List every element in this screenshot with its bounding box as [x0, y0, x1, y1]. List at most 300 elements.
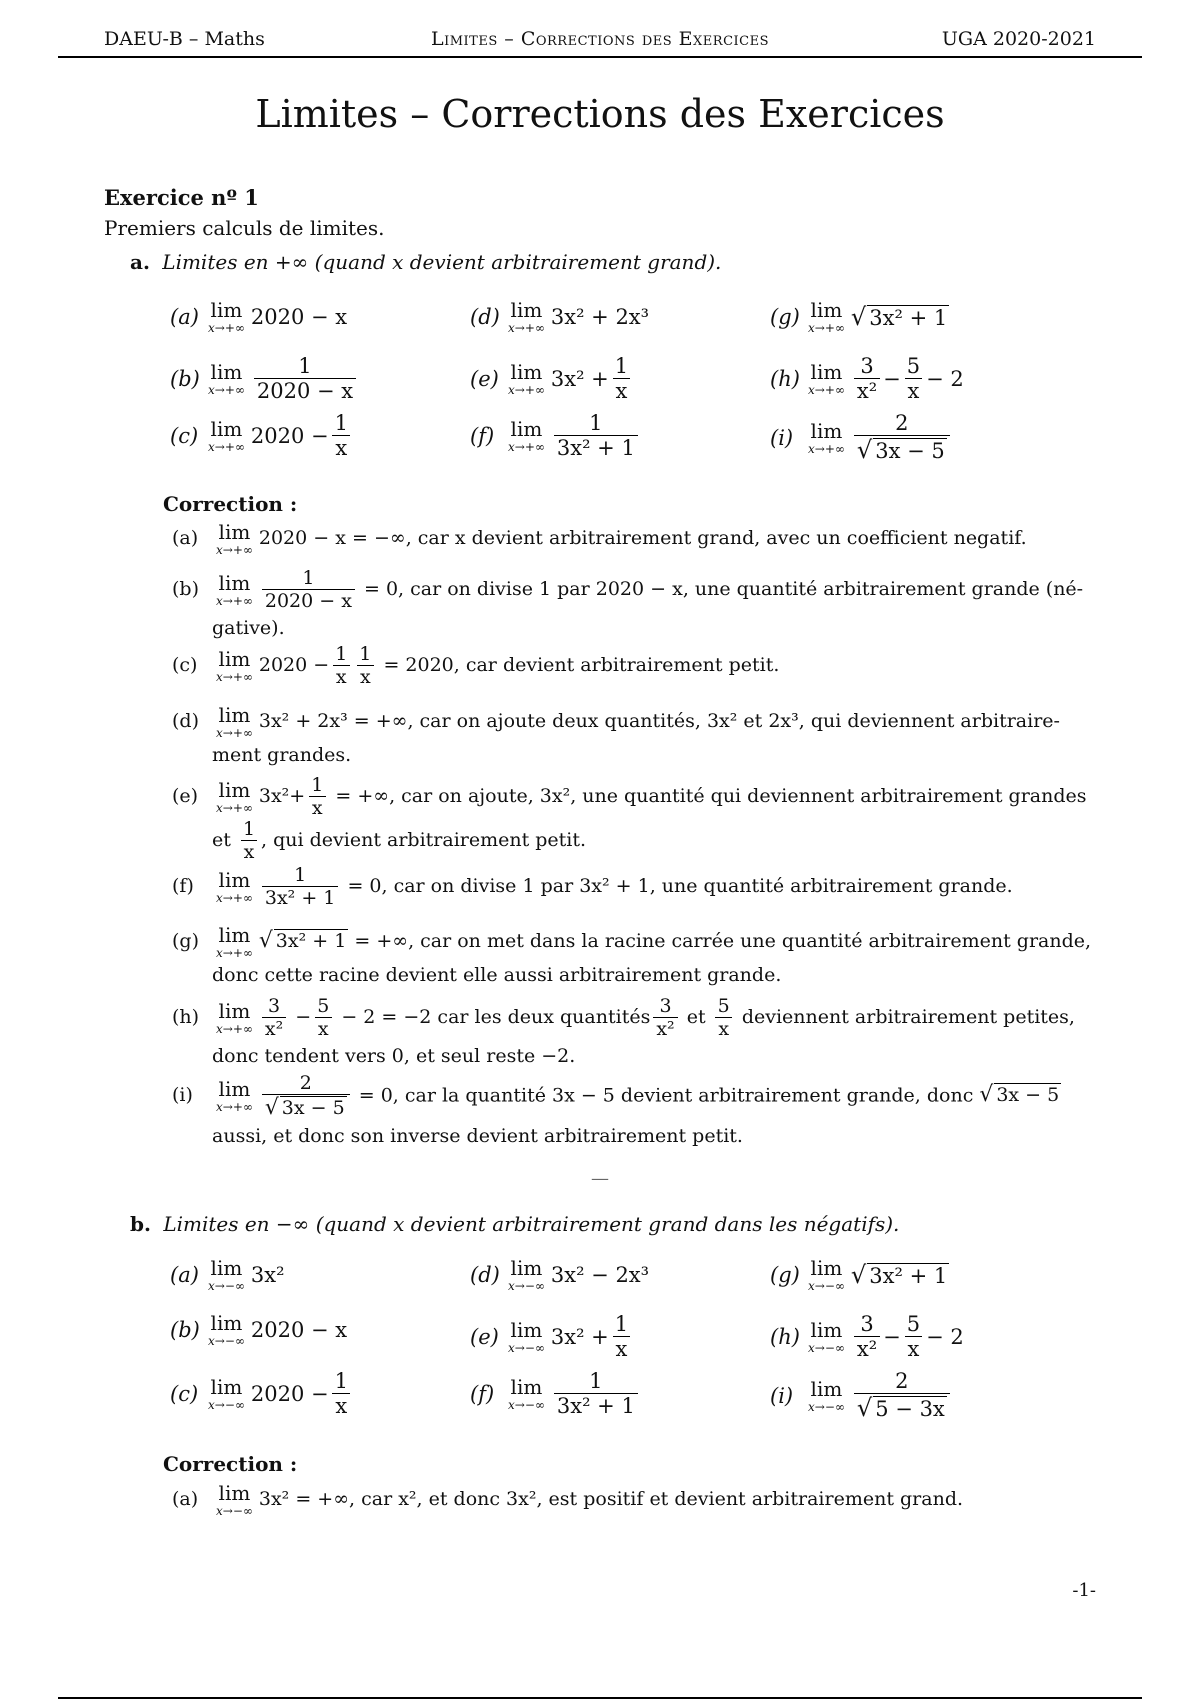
fraction-numerator: 3 — [659, 995, 672, 1017]
part-a-exercise-grid — [170, 300, 1000, 470]
exercise-item-label: (c) — [170, 424, 199, 449]
correction-item — [172, 996, 1097, 1073]
lim-word: lim — [218, 867, 251, 892]
lim-word: lim — [210, 417, 243, 442]
exercise-item-label: (f) — [470, 1382, 495, 1407]
sqrt-symbol: √ — [850, 1261, 867, 1289]
lim-operator — [808, 300, 845, 334]
exercise-item — [470, 1258, 649, 1292]
lim-operator — [216, 925, 253, 959]
correction-label: (g) — [172, 930, 199, 952]
lim-operator — [808, 362, 845, 396]
correction-line — [172, 1073, 1097, 1120]
exercise-item-label: (i) — [770, 1383, 794, 1408]
correction-item — [172, 705, 1097, 772]
correction-continuation — [172, 1040, 1097, 1073]
exercise-item — [770, 300, 949, 334]
lim-operator — [208, 300, 245, 334]
lim-subscript: x→+∞ — [208, 383, 245, 398]
part-a-label: a. — [130, 250, 150, 274]
correction-label: (a) — [172, 527, 199, 549]
lim-subscript: x→−∞ — [808, 1279, 845, 1293]
lim-operator — [216, 522, 253, 556]
part-b-exercise-grid — [170, 1258, 1000, 1428]
fraction — [854, 412, 950, 464]
math-text: − — [883, 1325, 901, 1350]
fraction-numerator: 1 — [359, 643, 372, 665]
math-text: − 2 = −2 car les deux quantités — [341, 1005, 651, 1028]
page-number: -1- — [1072, 1580, 1096, 1601]
lim-operator — [208, 1258, 245, 1292]
lim-subscript: x→+∞ — [508, 321, 545, 335]
exercise-item — [170, 1313, 347, 1347]
fraction-numerator: 2 — [895, 1369, 909, 1393]
lim-operator — [216, 867, 253, 905]
square-root — [851, 1261, 949, 1289]
fraction-numerator: 1 — [311, 774, 324, 796]
lim-operator — [808, 1320, 845, 1354]
exercise-intro: Premiers calculs de limites. — [104, 216, 385, 240]
fraction-denominator: x² — [854, 378, 880, 403]
math-text: donc tendent vers 0, et seul reste −2. — [212, 1044, 576, 1067]
math-text: = 0, car on divise 1 par 2020 − x, une quantité arbitrairement grande (né- — [364, 577, 1084, 600]
lim-subscript: x→−∞ — [208, 1398, 245, 1413]
square-root — [979, 1084, 1061, 1106]
part-a-heading — [130, 250, 721, 274]
fraction — [612, 355, 631, 403]
lim-word: lim — [810, 418, 843, 443]
footer-rule — [58, 1697, 1142, 1699]
fraction-numerator: 2 — [895, 411, 909, 435]
fraction — [653, 996, 677, 1040]
lim-word: lim — [510, 360, 543, 385]
sqrt-symbol: √ — [856, 436, 873, 465]
exercise-item-label: (g) — [770, 1263, 800, 1287]
part-a-text: Limites en +∞ (quand x devient arbitrairement grand). — [162, 250, 722, 274]
exercise-item-label: (h) — [770, 367, 800, 392]
exercise-item-label: (e) — [470, 367, 499, 392]
math-text: 3x² — [250, 1263, 285, 1287]
exercise-item-label: (a) — [170, 1263, 199, 1287]
lim-subscript: x→−∞ — [508, 1279, 545, 1293]
correction-line — [172, 865, 1097, 909]
lim-operator — [508, 362, 545, 396]
lim-word: lim — [218, 703, 251, 727]
exercise-item-label: (h) — [770, 1325, 800, 1350]
header-right: UGA 2020-2021 — [941, 28, 1096, 50]
math-text: ment grandes. — [212, 744, 352, 766]
lim-word: lim — [210, 360, 243, 385]
lim-subscript: x→−∞ — [216, 1504, 253, 1518]
lim-operator — [216, 1483, 253, 1517]
correction-label: (f) — [172, 874, 194, 897]
math-text: aussi, et donc son inverse devient arbitrairement petit. — [212, 1124, 743, 1147]
exercise-item — [470, 1370, 641, 1418]
header-center: Limites – Corrections des Exercices — [430, 28, 770, 50]
fraction-numerator: 1 — [334, 411, 348, 435]
lim-subscript: x→−∞ — [808, 1341, 845, 1356]
fraction-denominator: x — [333, 665, 350, 688]
fraction — [262, 1073, 350, 1120]
fraction — [854, 355, 880, 403]
page-title: Limites – Corrections des Exercices — [255, 92, 945, 136]
lim-subscript: x→−∞ — [508, 1341, 545, 1356]
sqrt-radicand: 3x² + 1 — [869, 306, 948, 330]
fraction-numerator: 5 — [717, 995, 730, 1017]
math-text: = 0, car la quantité 3x − 5 devient arbitrairement grande, donc — [358, 1084, 974, 1107]
math-text: = +∞, car on ajoute, 3x², une quantité qui deviennent arbitrairement grandes — [335, 784, 1087, 807]
fraction-denominator: x — [332, 435, 350, 460]
correction-line — [172, 568, 1097, 612]
fraction — [332, 412, 351, 460]
lim-subscript: x→+∞ — [216, 1100, 253, 1115]
exercise-item-label: (f) — [470, 424, 495, 449]
fraction-numerator: 5 — [906, 354, 921, 378]
lim-subscript: x→−∞ — [508, 1398, 545, 1413]
math-text: − — [295, 1005, 312, 1028]
lim-operator — [216, 570, 253, 608]
fraction-denominator: x — [905, 378, 923, 403]
fraction-numerator: 1 — [242, 817, 256, 840]
fraction-numerator: 3 — [860, 354, 874, 378]
lim-word: lim — [810, 298, 843, 322]
fraction-denominator — [262, 1094, 350, 1120]
math-text: donc cette racine devient elle aussi arbitrairement grande. — [212, 964, 782, 986]
exercise-item — [770, 1313, 964, 1361]
math-text: 3x² + 2x³ = +∞, car on ajoute deux quantités, 3x² et 2x³, qui deviennent arbitraire- — [258, 710, 1060, 732]
fraction-denominator: 2020 − x — [262, 589, 355, 612]
exercise-item — [170, 355, 359, 403]
lim-subscript: x→+∞ — [216, 800, 253, 815]
correction-label: (c) — [172, 653, 198, 676]
exercise-item — [470, 355, 634, 403]
exercise-item-label: (a) — [170, 305, 199, 329]
exercise-title: Exercice nº 1 — [104, 185, 259, 210]
correction-label: (a) — [172, 1488, 199, 1510]
math-text: 2020 − x = −∞, car x devient arbitrairement grand, avec un coefficient negatif. — [258, 527, 1027, 549]
exercise-item — [470, 300, 649, 334]
math-text: − 2 — [926, 1325, 964, 1350]
correction-label: (e) — [172, 784, 199, 807]
lim-word: lim — [218, 520, 251, 544]
correction-line — [172, 1483, 1097, 1517]
lim-subscript: x→−∞ — [208, 1279, 245, 1293]
sqrt-radicand: 3x − 5 — [996, 1084, 1060, 1107]
lim-word: lim — [210, 1375, 243, 1400]
lim-operator — [216, 646, 253, 684]
exercise-item-label: (d) — [470, 305, 500, 329]
part-a-correction-title: Correction : — [163, 492, 298, 516]
lim-operator — [208, 419, 245, 453]
lim-subscript: x→+∞ — [808, 321, 845, 335]
math-text: = +∞, car on met dans la racine carrée une quantité arbitrairement grande, — [354, 930, 1092, 952]
exercise-item-label: (b) — [170, 367, 200, 392]
lim-operator — [208, 362, 245, 396]
header-left: DAEU-B – Maths — [104, 28, 265, 50]
correction-item — [172, 924, 1097, 992]
math-text: − 2 — [926, 367, 964, 392]
exercise-item — [170, 300, 347, 334]
math-text: et — [686, 1005, 706, 1028]
lim-word: lim — [510, 1256, 543, 1280]
lim-operator — [216, 1079, 253, 1113]
lim-word: lim — [210, 298, 243, 322]
correction-line — [172, 775, 1097, 819]
fraction — [612, 1313, 631, 1361]
fraction-denominator: x — [905, 1336, 923, 1361]
correction-label: (i) — [172, 1084, 193, 1107]
lim-word: lim — [810, 1376, 843, 1401]
sqrt-symbol: √ — [258, 928, 273, 953]
lim-word: lim — [218, 998, 251, 1023]
lim-operator — [508, 1320, 545, 1354]
fraction — [715, 996, 733, 1040]
math-text: 2020 − x — [250, 305, 348, 329]
fraction — [356, 644, 374, 688]
correction-line — [172, 996, 1097, 1040]
correction-continuation — [172, 1120, 1097, 1153]
math-text: 2020 − x — [250, 1318, 348, 1342]
lim-operator — [508, 1258, 545, 1292]
lim-subscript: x→−∞ — [808, 1399, 845, 1414]
exercise-item — [170, 1258, 285, 1292]
lim-subscript: x→+∞ — [216, 946, 253, 960]
fraction-denominator: x² — [854, 1336, 880, 1361]
lim-word: lim — [510, 417, 543, 442]
fraction — [314, 996, 332, 1040]
math-text: = 0, car on divise 1 par 3x² + 1, une quantité arbitrairement grande. — [347, 874, 1013, 897]
lim-subscript: x→+∞ — [216, 890, 253, 905]
lim-subscript: x→+∞ — [216, 669, 253, 684]
fraction-numerator: 1 — [302, 567, 315, 589]
fraction-numerator: 1 — [298, 354, 312, 378]
exercise-item-label: (c) — [170, 1382, 199, 1407]
fraction — [904, 355, 923, 403]
lim-operator — [808, 1258, 845, 1292]
part-b-text: Limites en −∞ (quand x devient arbitrairement grand dans les négatifs). — [163, 1212, 900, 1236]
correction-line — [172, 644, 1097, 688]
correction-continuation — [172, 612, 1097, 645]
lim-subscript: x→−∞ — [208, 1334, 245, 1348]
sqrt-symbol: √ — [850, 303, 867, 331]
sqrt-radicand: 5 − 3x — [875, 1397, 945, 1422]
exercise-item — [770, 1258, 949, 1292]
lim-operator — [808, 1376, 845, 1414]
fraction-denominator: x — [613, 378, 631, 403]
lim-word: lim — [218, 570, 251, 595]
lim-word: lim — [218, 1481, 251, 1505]
sqrt-radicand: 3x² + 1 — [869, 1264, 948, 1288]
fraction — [240, 819, 258, 863]
lim-subscript: x→+∞ — [216, 593, 253, 608]
correction-line — [172, 522, 1097, 556]
fraction-denominator: x — [613, 1336, 631, 1361]
fraction-numerator: 5 — [317, 995, 330, 1017]
fraction — [262, 865, 339, 909]
sqrt-radicand: 3x − 5 — [875, 439, 945, 464]
correction-continuation — [172, 959, 1097, 992]
lim-subscript: x→+∞ — [216, 726, 253, 740]
lim-word: lim — [510, 298, 543, 322]
fraction-numerator: 1 — [294, 864, 307, 886]
math-text: devient arbitrairement petit. — [502, 653, 780, 676]
correction-label: (d) — [172, 710, 199, 732]
fraction-denominator: x — [315, 1017, 332, 1040]
fraction-denominator: x — [715, 1017, 732, 1040]
math-text: deviennent arbitrairement petites, — [741, 1005, 1075, 1028]
fraction-denominator: x² — [262, 1017, 286, 1040]
page-header — [58, 26, 1142, 58]
exercise-item-label: (i) — [770, 425, 794, 450]
lim-operator — [216, 705, 253, 739]
sqrt-symbol: √ — [264, 1094, 279, 1120]
fraction-numerator: 2 — [299, 1072, 312, 1094]
correction-continuation — [172, 819, 1097, 863]
fraction-numerator: 1 — [335, 643, 348, 665]
part-b-heading — [130, 1212, 899, 1236]
correction-item — [172, 865, 1097, 909]
math-text: − — [883, 367, 901, 392]
math-text: 3x² = +∞, car x², et donc 3x², est positif et devient arbitrairement grand. — [258, 1488, 964, 1510]
correction-continuation — [172, 739, 1097, 772]
math-text: = 2020, car — [383, 653, 497, 676]
math-text: 2020 − — [250, 1382, 329, 1407]
fraction — [254, 355, 356, 403]
fraction — [262, 568, 355, 612]
lim-word: lim — [510, 1375, 543, 1400]
fraction-denominator: 3x² + 1 — [554, 1393, 638, 1418]
exercise-item — [170, 412, 354, 460]
correction-line — [172, 924, 1097, 959]
fraction-denominator: x² — [653, 1017, 677, 1040]
lim-subscript: x→+∞ — [508, 440, 545, 455]
math-text: 3x²+ — [258, 784, 306, 807]
lim-operator — [216, 777, 253, 815]
lim-operator — [508, 300, 545, 334]
lim-operator — [808, 418, 845, 456]
exercise-item — [170, 1370, 354, 1418]
lim-word: lim — [218, 646, 251, 671]
lim-operator — [216, 998, 253, 1036]
lim-word: lim — [210, 1311, 243, 1335]
fraction-denominator — [854, 435, 950, 464]
math-text: 3x² + — [550, 1325, 609, 1350]
math-text: 2020 − — [258, 653, 330, 676]
exercise-item-label: (d) — [470, 1263, 500, 1287]
fraction — [854, 1313, 880, 1361]
fraction-denominator: 3x² + 1 — [554, 435, 638, 460]
fraction-numerator: 1 — [589, 1369, 603, 1393]
fraction — [554, 412, 638, 460]
correction-item — [172, 568, 1097, 645]
correction-label: (b) — [172, 577, 199, 600]
fraction — [854, 1370, 950, 1422]
correction-item — [172, 522, 1097, 556]
fraction-denominator: x — [241, 840, 258, 863]
sqrt-symbol: √ — [856, 1394, 873, 1423]
math-text: et — [212, 828, 231, 851]
lim-word: lim — [510, 1318, 543, 1343]
fraction — [554, 1370, 638, 1418]
exercise-item-label: (g) — [770, 305, 800, 329]
lim-word: lim — [810, 1256, 843, 1280]
lim-subscript: x→+∞ — [216, 1021, 253, 1036]
lim-subscript: x→+∞ — [808, 383, 845, 398]
lim-subscript: x→+∞ — [508, 383, 545, 398]
fraction-denominator: x — [309, 796, 326, 819]
lim-subscript: x→+∞ — [216, 543, 253, 557]
lim-operator — [508, 1377, 545, 1411]
separator: — — [591, 1168, 609, 1189]
correction-line — [172, 705, 1097, 739]
lim-word: lim — [810, 1318, 843, 1343]
correction-item — [172, 1483, 1097, 1517]
fraction — [904, 1313, 923, 1361]
math-text: 3x² + 2x³ — [550, 305, 650, 329]
lim-subscript: x→+∞ — [808, 441, 845, 456]
lim-word: lim — [210, 1256, 243, 1280]
lim-operator — [508, 419, 545, 453]
fraction-denominator: x — [357, 665, 374, 688]
fraction-numerator: 1 — [334, 1369, 348, 1393]
square-root — [851, 303, 949, 331]
exercise-item-label: (b) — [170, 1318, 200, 1342]
lim-operator — [208, 1377, 245, 1411]
fraction — [332, 1370, 351, 1418]
correction-item — [172, 644, 1097, 688]
correction-item — [172, 775, 1097, 863]
correction-label: (h) — [172, 1005, 200, 1028]
part-b-label: b. — [130, 1212, 151, 1236]
sqrt-symbol: √ — [979, 1082, 994, 1108]
fraction — [308, 775, 326, 819]
exercise-item — [770, 1370, 953, 1422]
fraction-numerator: 5 — [906, 1312, 921, 1336]
fraction-denominator: x — [332, 1393, 350, 1418]
exercise-item — [770, 412, 953, 464]
math-text: gative). — [212, 616, 285, 639]
math-text: , qui devient arbitrairement petit. — [261, 828, 587, 851]
part-b-correction-title: Correction : — [163, 1452, 298, 1476]
exercise-item — [770, 355, 964, 403]
square-root — [259, 930, 348, 952]
math-text: 3x² − 2x³ — [550, 1263, 650, 1287]
exercise-item — [470, 412, 641, 460]
lim-word: lim — [810, 360, 843, 385]
fraction — [262, 996, 286, 1040]
sqrt-radicand: 3x² + 1 — [275, 930, 347, 952]
fraction-numerator: 1 — [614, 1312, 629, 1336]
lim-word: lim — [218, 1077, 251, 1102]
fraction-denominator: 3x² + 1 — [262, 886, 339, 909]
fraction-numerator: 3 — [268, 995, 281, 1017]
exercise-item — [470, 1313, 634, 1361]
sqrt-radicand: 3x − 5 — [281, 1096, 345, 1119]
lim-word: lim — [218, 777, 251, 802]
lim-word: lim — [218, 923, 251, 947]
fraction-numerator: 1 — [614, 354, 629, 378]
math-text: 2020 − — [250, 424, 329, 449]
lim-subscript: x→+∞ — [208, 321, 245, 335]
fraction-numerator: 3 — [860, 1312, 874, 1336]
exercise-item-label: (e) — [470, 1325, 499, 1350]
fraction — [332, 644, 350, 688]
math-text: 3x² + — [550, 367, 609, 392]
lim-operator — [208, 1313, 245, 1347]
fraction-numerator: 1 — [589, 411, 603, 435]
lim-subscript: x→+∞ — [208, 440, 245, 455]
fraction-denominator: 2020 − x — [254, 378, 356, 403]
